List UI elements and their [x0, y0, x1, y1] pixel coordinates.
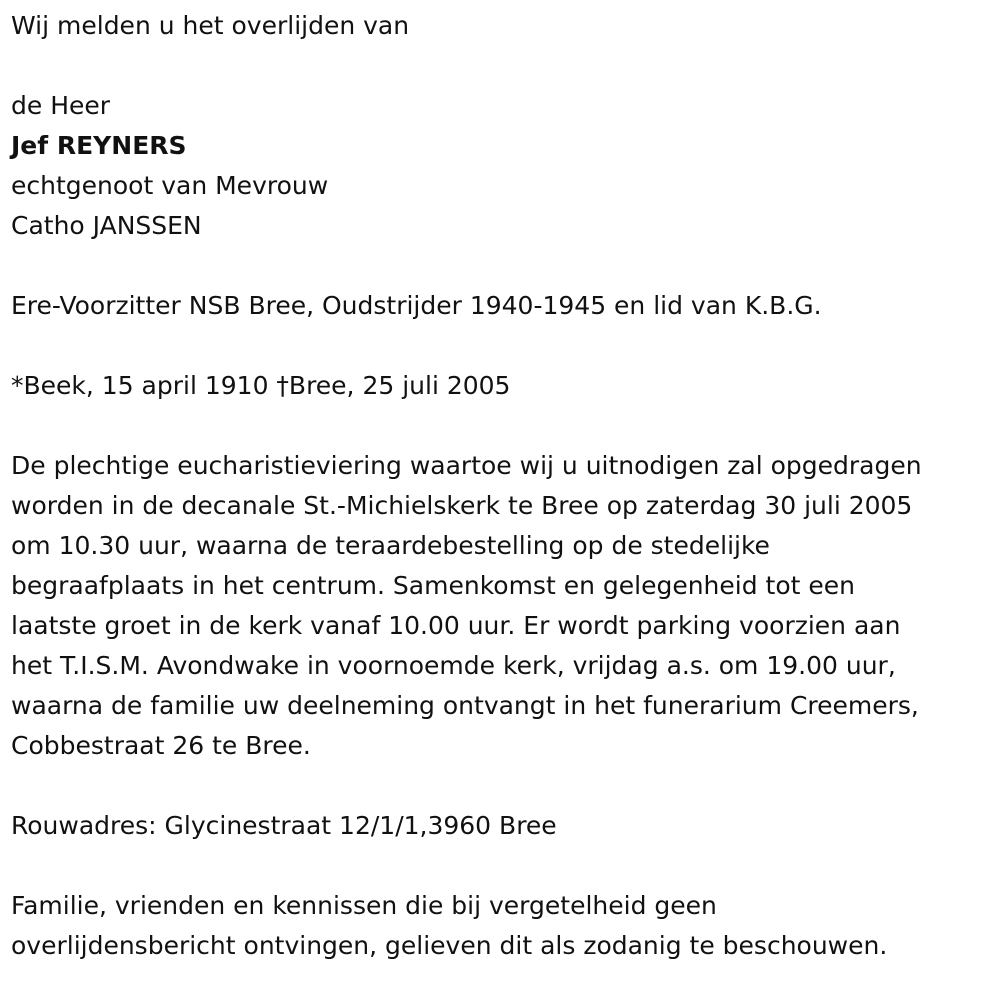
spacer — [11, 46, 996, 86]
closing-line: Familie, vrienden en kennissen die bij vergetelheid geen — [11, 891, 717, 920]
birth-death-dates: *Beek, 15 april 1910 †Bree, 25 juli 2005 — [11, 371, 511, 400]
spouse-label: echtgenoot van Mevrouw — [11, 171, 329, 200]
spacer — [11, 846, 996, 886]
intro-text: Wij melden u het overlijden van — [11, 11, 410, 40]
service-line: waarna de familie uw deelneming ontvangt in het funerarium Creemers, — [11, 691, 919, 720]
closing-paragraph — [11, 886, 996, 966]
roles-text: Ere-Voorzitter NSB Bree, Oudstrijder 1940-1945 en lid van K.B.G. — [11, 291, 822, 320]
service-line: het T.I.S.M. Avondwake in voornoemde kerk, vrijdag a.s. om 19.00 uur, — [11, 651, 896, 680]
spacer — [11, 246, 996, 286]
service-line: worden in de decanale St.-Michielskerk te Bree op zaterdag 30 juli 2005 — [11, 491, 913, 520]
honorific: de Heer — [11, 91, 111, 120]
mourning-address: Rouwadres: Glycinestraat 12/1/1,3960 Bree — [11, 811, 557, 840]
service-line: begraafplaats in het centrum. Samenkomst en gelegenheid tot een — [11, 571, 855, 600]
service-line: Cobbestraat 26 te Bree. — [11, 731, 311, 760]
service-line: De plechtige eucharistieviering waartoe wij u uitnodigen zal opgedragen — [11, 451, 922, 480]
spacer — [11, 406, 996, 446]
closing-line: overlijdensbericht ontvingen, gelieven dit als zodanig te beschouwen. — [11, 931, 888, 960]
deceased-name: Jef REYNERS — [11, 131, 187, 160]
service-line: om 10.30 uur, waarna de teraardebestelling op de stedelijke — [11, 531, 770, 560]
service-paragraph — [11, 446, 996, 766]
spouse-name: Catho JANSSEN — [11, 211, 202, 240]
spacer — [11, 326, 996, 366]
service-line: laatste groet in de kerk vanaf 10.00 uur. Er wordt parking voorzien aan — [11, 611, 901, 640]
spacer — [11, 766, 996, 806]
obituary-notice — [11, 0, 996, 966]
